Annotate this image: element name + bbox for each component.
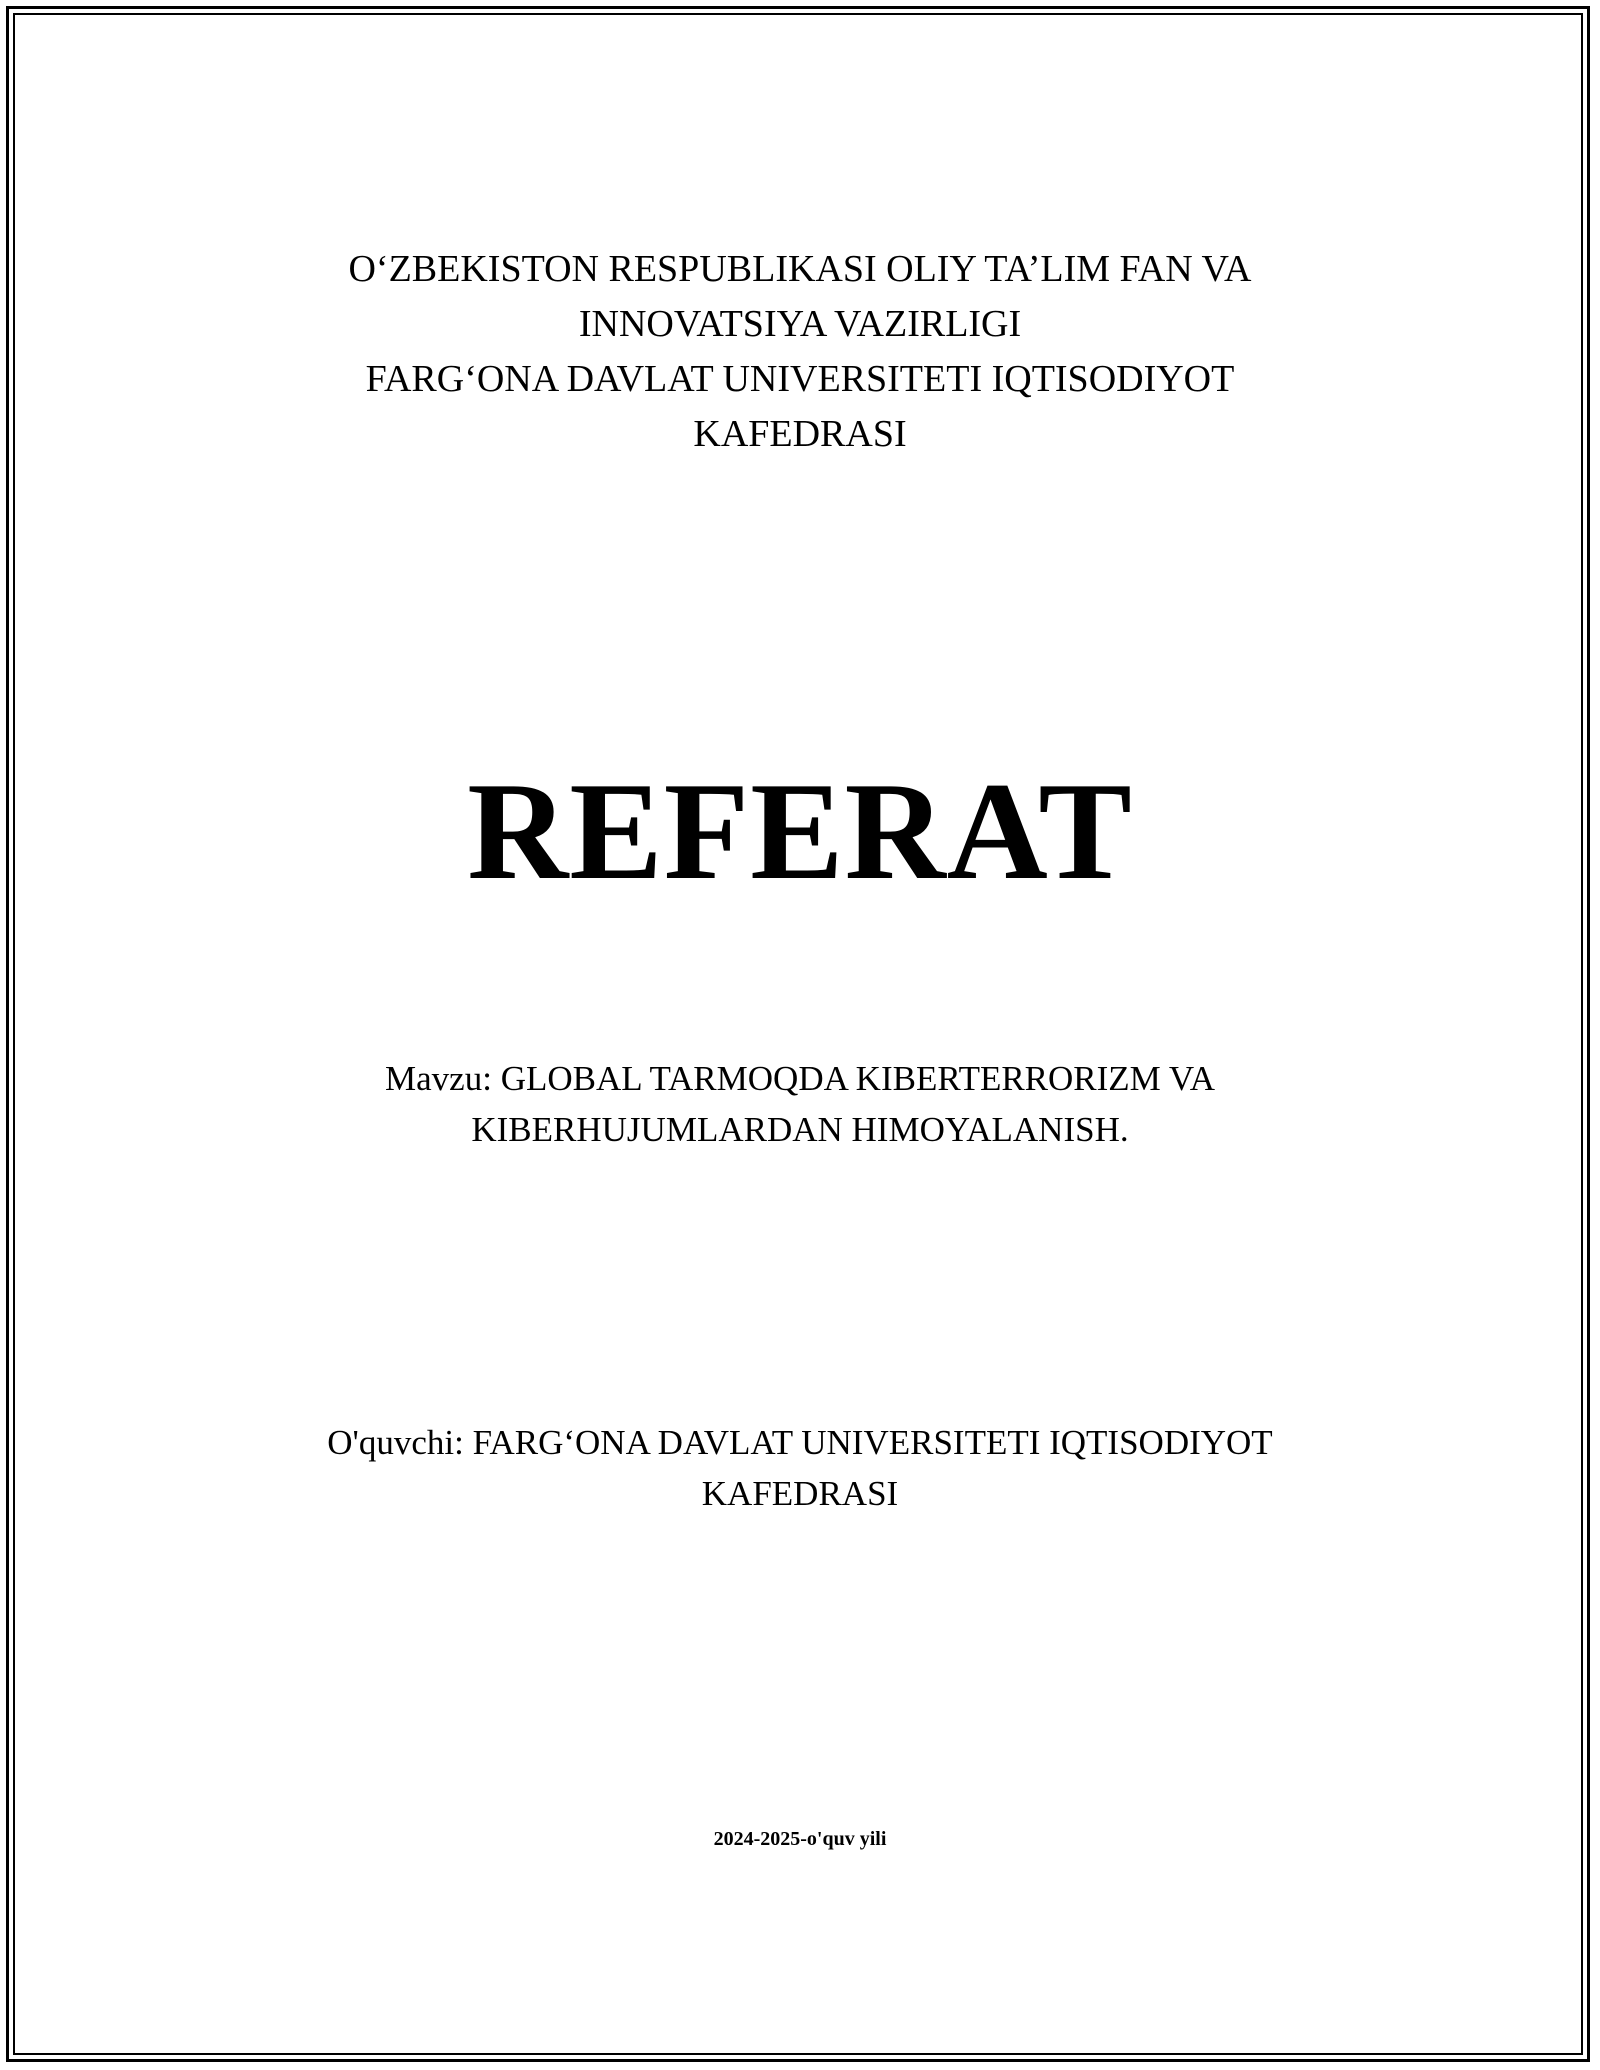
academic-year: 2024-2025-o'quv yili [713,1828,887,1850]
topic-block [0,1053,1600,1155]
topic-line: KIBERHUJUMLARDAN HIMOYALANISH. [471,1110,1129,1149]
student-line: KAFEDRASI [701,1474,899,1513]
ministry-header-line: O‘ZBEKISTON RESPUBLIKASI OLIY TA’LIM FAN VA [348,248,1252,290]
university-header-line: KAFEDRASI [693,413,907,455]
student-line: O'quvchi: FARG‘ONA DAVLAT UNIVERSITETI IQTISODIYOT [327,1423,1273,1462]
document-title: REFERAT [467,754,1133,909]
ministry-header [0,242,1600,462]
topic-line: Mavzu: GLOBAL TARMOQDA KIBERTERRORIZM VA [385,1059,1215,1098]
university-header-line: FARG‘ONA DAVLAT UNIVERSITETI IQTISODIYOT [365,358,1235,400]
student-block [0,1417,1600,1519]
ministry-header-line: INNOVATSIYA VAZIRLIGI [578,303,1022,345]
